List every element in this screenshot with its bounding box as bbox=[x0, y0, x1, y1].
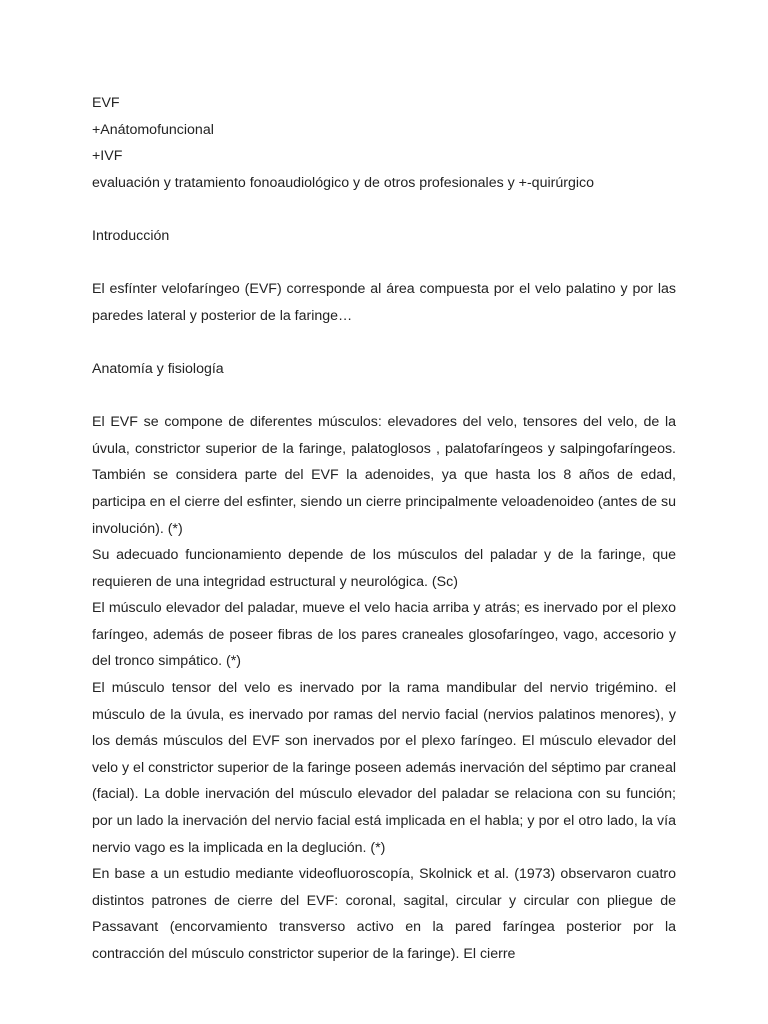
section-heading-anatomia: Anatomía y fisiología bbox=[92, 360, 224, 377]
paragraph-anatomy-3: El músculo elevador del paladar, mueve el velo hacia arriba y atrás; es inervado por el plexo faríngeo, además de poseer fibras de los pares craneales glosofaríngeo, vago, accesorio y del tronco simpático. (*) bbox=[92, 600, 676, 670]
header-line-anatomofuncional: +Anátomofuncional bbox=[92, 121, 214, 138]
paragraph-anatomy-2: Su adecuado funcionamiento depende de los músculos del paladar y de la faringe, que requieren de una integridad estructural y neurológica. (Sc) bbox=[92, 547, 676, 590]
paragraph-anatomy-1: El EVF se compone de diferentes músculos: elevadores del velo, tensores del velo, de la úvula, constrictor superior de la faringe, palatoglosos , palatofaríngeos y salpingofaríngeos. También se considera parte del EVF la adenoides, ya que hasta los 8 años de edad, participa en el cierre del esfinter, siendo un cierre principalmente veloadenoideo (antes de su involución). (*) bbox=[92, 414, 676, 537]
header-line-ivf: +IVF bbox=[92, 148, 123, 165]
document-page bbox=[92, 90, 676, 968]
spacer bbox=[92, 383, 676, 410]
header-line-evaluacion: evaluación y tratamiento fonoaudiológico y de otros profesionales y +-quirúrgico bbox=[92, 174, 594, 191]
spacer bbox=[92, 250, 676, 277]
spacer bbox=[92, 196, 676, 223]
spacer bbox=[92, 329, 676, 356]
paragraph-anatomy-5: En base a un estudio mediante videofluoroscopía, Skolnick et al. (1973) observaron cuatro distintos patrones de cierre del EVF: coronal, sagital, circular y circular con pliegue de Passavant (encorvamiento transverso activo en la pared faríngea posterior por la contracción del músculo constrictor superior de la faringe). El cierre bbox=[92, 866, 676, 962]
paragraph-intro: El esfínter velofaríngeo (EVF) corresponde al área compuesta por el velo palatino y por las paredes lateral y posterior de la faringe… bbox=[92, 281, 676, 324]
paragraph-anatomy-4: El músculo tensor del velo es inervado por la rama mandibular del nervio trigémino. el músculo de la úvula, es inervado por ramas del nervio facial (nervios palatinos menores), y los demás músculos del EVF son inervados por el plexo faríngeo. El músculo elevador del velo y el constrictor superior de la faringe poseen además inervación del séptimo par craneal (facial). La doble inervación del músculo elevador del paladar se relaciona con su función; por un lado la inervación del nervio facial está implicada en el habla; y por el otro lado, la vía nervio vago es la implicada en la deglución. (*) bbox=[92, 680, 676, 856]
header-line-evf: EVF bbox=[92, 95, 120, 111]
section-heading-introduccion: Introducción bbox=[92, 227, 170, 244]
